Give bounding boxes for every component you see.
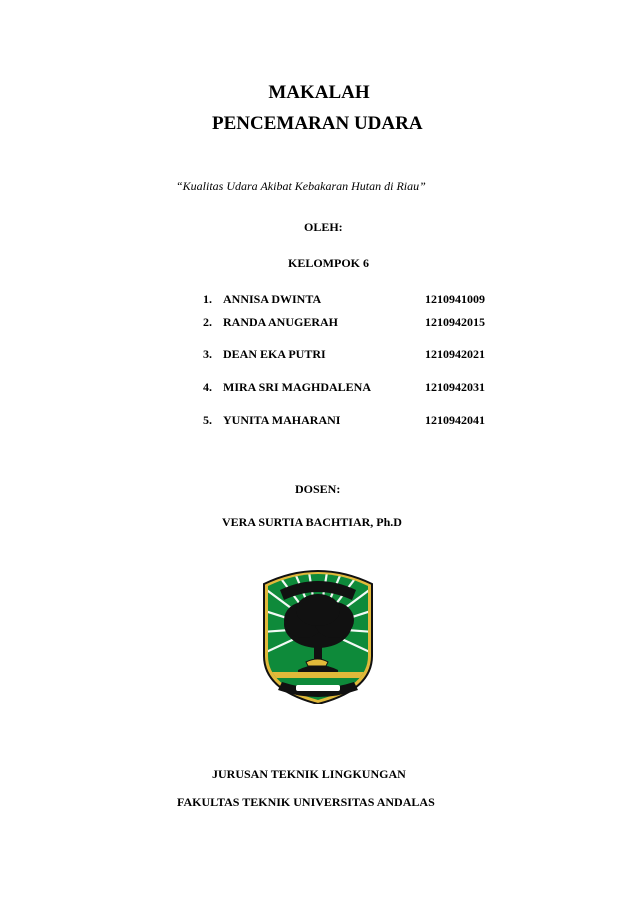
member-number: 2. [203,315,212,329]
member-number: 5. [203,413,212,427]
faculty-name: FAKULTAS TEKNIK UNIVERSITAS ANDALAS [177,795,435,809]
member-name: MIRA SRI MAGHDALENA [223,380,372,394]
member-number: 4. [203,380,212,394]
document-subtitle: “Kualitas Udara Akibat Kebakaran Hutan di Riau” [176,179,426,193]
lecturer-name: VERA SURTIA BACHTIAR, Ph.D [222,515,402,529]
member-student-id: 1210942041 [425,413,485,427]
member-row [203,315,503,331]
member-number: 3. [203,347,212,361]
lecturer-label: DOSEN: [295,482,341,496]
member-row [203,380,503,396]
member-student-id: 1210941009 [425,292,485,306]
member-student-id: 1210942021 [425,347,485,361]
member-name: DEAN EKA PUTRI [223,347,326,361]
member-row [203,347,503,363]
university-andalas-emblem [262,566,374,704]
member-name: RANDA ANUGERAH [223,315,339,329]
member-student-id: 1210942015 [425,315,485,329]
by-label: OLEH: [304,220,343,234]
document-title: MAKALAH [268,82,370,103]
member-row [203,413,503,429]
group-label: KELOMPOK 6 [288,256,369,270]
department-name: JURUSAN TEKNIK LINGKUNGAN [212,767,406,781]
member-row [203,292,503,308]
member-name: ANNISA DWINTA [223,292,322,306]
document-topic: PENCEMARAN UDARA [212,113,423,134]
member-student-id: 1210942031 [425,380,485,394]
member-number: 1. [203,292,212,306]
member-name: YUNITA MAHARANI [223,413,341,427]
